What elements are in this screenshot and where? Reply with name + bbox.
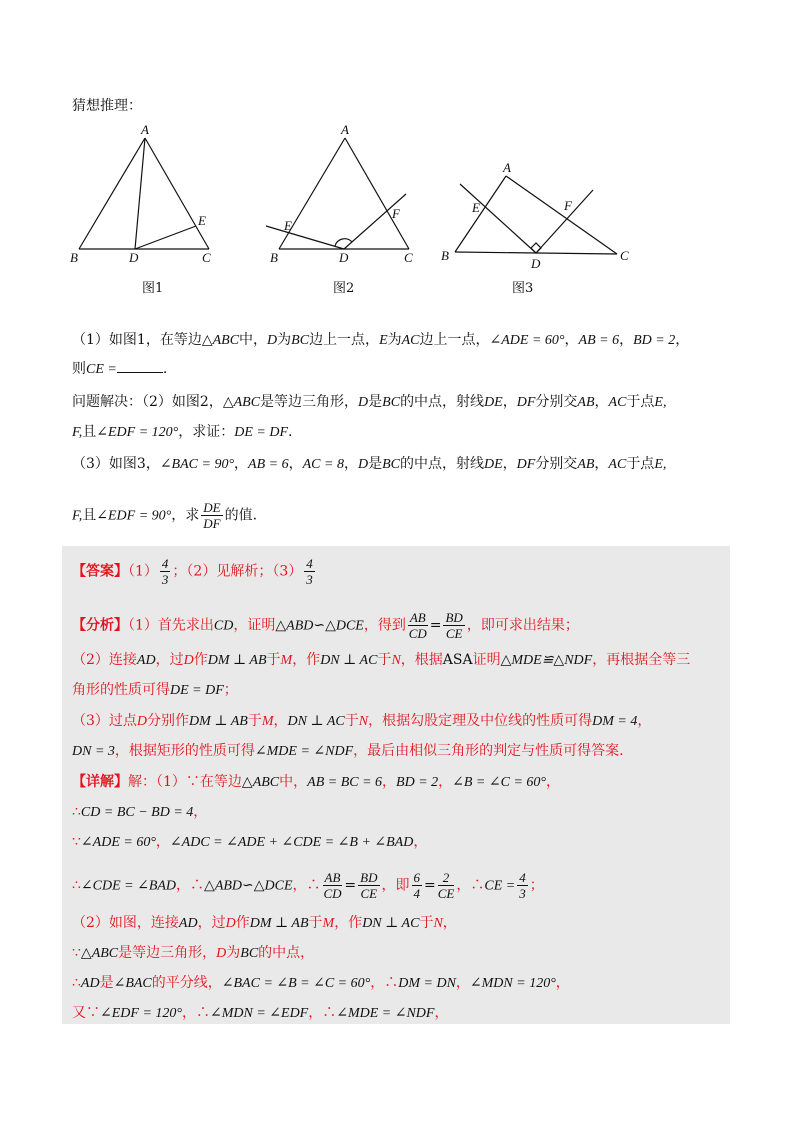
detail-line-8 [72, 1003, 448, 1024]
fig2-label-c: C [404, 250, 413, 265]
math: BD = 2 [633, 333, 676, 348]
text: （1） [128, 563, 158, 580]
math: E, [654, 457, 667, 472]
fraction-denominator: CE [437, 886, 455, 901]
text: 是 [368, 394, 383, 410]
fraction [438, 870, 455, 901]
math: N [433, 916, 443, 931]
math: D [358, 395, 369, 410]
text: 分别交 [535, 394, 578, 410]
math: BC [382, 395, 401, 410]
fraction-numerator: 4 [306, 556, 313, 571]
math: ∠BAC = 90° [159, 457, 235, 472]
fraction [412, 870, 423, 901]
text: ， [292, 877, 307, 894]
fig2-label-f: F [392, 206, 400, 221]
text: ， [456, 877, 471, 894]
text: ， [308, 1005, 323, 1021]
math: AB = BC = 6 [307, 775, 383, 790]
fraction-numerator: 4 [161, 556, 169, 571]
because-symbol: ∵ [86, 1005, 100, 1021]
math: CD = BC − BD = 4 [80, 805, 194, 820]
figure-3 [436, 150, 636, 270]
fig1-label-c: C [202, 250, 211, 265]
analysis-line-5 [72, 741, 624, 762]
text: ， [370, 975, 385, 991]
math: F, [72, 425, 83, 440]
text: （2）如图，连接 [72, 915, 179, 931]
math: BC [240, 946, 259, 961]
math: CD [213, 618, 234, 634]
math: D [225, 916, 236, 931]
math: D [183, 653, 194, 668]
detail-line-6 [72, 943, 314, 964]
fraction-de-df [201, 500, 222, 531]
text: 中， [239, 332, 268, 348]
figure-1 [66, 118, 226, 268]
therefore-symbol: ∴ [72, 975, 81, 991]
fig2-label-b: B [270, 250, 278, 265]
text: 为 [387, 332, 402, 348]
fig1-label-a: A [141, 122, 149, 137]
text: ，过 [155, 652, 184, 668]
fraction [408, 610, 428, 641]
fig3-label-f: F [564, 198, 572, 213]
math: BC [291, 333, 310, 348]
text: ； [529, 877, 544, 894]
text: 且 [82, 507, 97, 524]
math: DN ⊥ AC [320, 653, 378, 668]
text: ， [438, 774, 453, 790]
text: ，作 [334, 915, 363, 931]
detail-line-7 [72, 973, 570, 994]
math: N [391, 653, 401, 668]
fig2-label-e: E [284, 218, 292, 233]
text: ， [619, 332, 634, 348]
math: DM ⊥ AB [207, 653, 267, 668]
text: ， [343, 456, 358, 472]
text: ， [434, 1005, 449, 1021]
text: ， [594, 456, 609, 472]
math: AD [136, 653, 156, 668]
question-2-line-2 [72, 422, 292, 443]
fraction-numerator: 2 [438, 870, 455, 886]
detail-line-3 [72, 832, 427, 853]
text: （1）如图1，在等边 [72, 332, 202, 348]
figure-2-diagram [258, 118, 418, 268]
answer-blank [117, 358, 163, 373]
math: D [136, 714, 148, 729]
text: （1）首先求出 [128, 617, 214, 634]
text: 中， [279, 774, 308, 790]
text: ， [234, 456, 249, 472]
math: ∠EDF = 90° [96, 508, 172, 524]
therefore-symbol: ∴ [72, 877, 81, 894]
math: D [267, 333, 278, 348]
text: 角形的性质可得 [72, 682, 170, 698]
text: ，求证： [178, 424, 235, 440]
analysis-line-3 [72, 680, 238, 701]
text: ， [564, 332, 579, 348]
fraction-denominator: CD [323, 886, 342, 901]
text: = [424, 877, 436, 894]
question-2-line-1 [72, 392, 666, 413]
text: 解：（1）∵在等边 [128, 774, 242, 790]
text: = [429, 617, 442, 634]
fraction-numerator: AB [409, 610, 426, 625]
text: ASA [442, 652, 473, 668]
text: 为 [277, 332, 292, 348]
section-heading [72, 96, 142, 116]
therefore-symbol: ∴ [306, 877, 321, 894]
text: 于点 [626, 394, 655, 410]
detail-tag: 【详解】 [72, 774, 128, 790]
math: ∠BAC = ∠B = ∠C = 60° [221, 976, 371, 991]
text: ， [288, 456, 303, 472]
figure-1-diagram [66, 118, 226, 268]
detail-line-5 [72, 913, 457, 934]
math: CE = [86, 362, 117, 377]
text: 的中点，射线 [400, 394, 485, 410]
math: DN ⊥ AC [362, 916, 420, 931]
text: ， [176, 877, 191, 894]
fig3-label-e: E [472, 200, 480, 215]
therefore-symbol: ∴ [72, 804, 81, 820]
text: . [288, 424, 293, 440]
math: CE = [484, 878, 516, 894]
fig2-label-a: A [341, 122, 349, 137]
math: AC [608, 457, 627, 472]
text: 边上一点， [309, 332, 380, 348]
text: ，即可求出结果； [466, 617, 579, 634]
text: 的中点， [258, 945, 315, 961]
text: ，根据矩形的性质可得 [114, 743, 255, 759]
text: ， [637, 713, 652, 729]
text: ；（2）见解析；（3） [172, 563, 303, 580]
text: 于 [308, 915, 323, 931]
therefore-symbol: ∴ [322, 1005, 337, 1021]
fraction [304, 556, 315, 587]
math: △ABC [222, 395, 261, 410]
math: DM = 4 [592, 714, 638, 729]
text: ，再根据全等三 [592, 652, 691, 668]
text: 是等边三角形， [118, 945, 217, 961]
math: DE = DF [234, 425, 289, 440]
math: AD [178, 916, 198, 931]
figure-2-caption: 图2 [333, 281, 355, 296]
text: 于 [419, 915, 434, 931]
therefore-symbol: ∴ [384, 975, 399, 991]
math: ∠ADC = ∠ADE + ∠CDE = ∠B + ∠BAD [169, 835, 414, 850]
math: ∠MDE = ∠NDF [336, 1006, 435, 1021]
fraction [517, 870, 528, 901]
text: 于 [377, 652, 392, 668]
fraction [160, 556, 171, 587]
fraction-denominator: CD [408, 626, 427, 641]
math: AB = 6 [248, 457, 289, 472]
text: 作 [235, 915, 250, 931]
text: ，求 [171, 507, 200, 524]
fraction-numerator: DE [203, 500, 221, 515]
analysis-line-2 [72, 650, 690, 671]
text: ，证明 [233, 617, 276, 634]
question-3-line-2 [72, 500, 257, 531]
text: 于 [247, 713, 262, 729]
detail-line-2 [72, 802, 207, 823]
text: ， [502, 394, 517, 410]
text: = [344, 877, 357, 894]
text: ， [273, 713, 288, 729]
text: ， [502, 456, 517, 472]
math: BD = 2 [396, 775, 439, 790]
text: ， [555, 975, 570, 991]
figure-2 [258, 118, 418, 268]
math: M [322, 916, 335, 931]
because-symbol: ∵ [72, 834, 81, 850]
text: 的平分线， [151, 975, 222, 991]
math: AC [401, 333, 420, 348]
math: △ABC [201, 333, 240, 348]
math: DE [484, 395, 503, 410]
question-1-line-1 [72, 330, 689, 351]
math: ∠BAC [113, 976, 152, 991]
fraction [323, 870, 343, 901]
math: DM = DN [398, 976, 456, 991]
text: ， [545, 774, 560, 790]
math: N [358, 714, 369, 729]
math: ∠MDN = ∠EDF [210, 1006, 309, 1021]
text: ， [382, 774, 397, 790]
math: ∠MDE = ∠NDF [254, 744, 354, 759]
text: 的中点，射线 [399, 456, 484, 472]
math: D [216, 946, 227, 961]
math: ∠B = ∠C = 60° [452, 775, 546, 790]
text: ， [455, 975, 470, 991]
text: ， [193, 804, 208, 820]
fraction-denominator: DF [203, 516, 221, 531]
text: （2）连接 [72, 652, 137, 668]
math: DE [483, 457, 503, 472]
fraction-numerator: AB [324, 870, 341, 885]
text: 于 [344, 713, 359, 729]
fig3-label-d: D [531, 256, 541, 270]
math: AB [577, 457, 595, 472]
fig3-label-b: B [441, 248, 449, 263]
text: 边上一点， [419, 332, 490, 348]
fraction-denominator: 3 [161, 572, 169, 587]
answer-line [72, 556, 317, 587]
detail-line-4 [72, 870, 544, 901]
math: ∠ADE = 60° [489, 333, 565, 348]
math: ∠ADE = 60° [80, 835, 156, 850]
figure-1-caption: 图1 [142, 281, 164, 296]
text: 分别作 [147, 713, 190, 729]
text: 又 [72, 1005, 86, 1021]
math: △ABC [241, 775, 280, 790]
math: D [357, 457, 369, 472]
math: ∠EDF = 120° [100, 1006, 182, 1021]
text: 问题解决：（2）如图2， [72, 394, 223, 410]
figure-3-caption: 图3 [512, 281, 534, 296]
math: AC = 8 [302, 457, 344, 472]
math: AC [608, 395, 627, 410]
question-3-line-1 [72, 454, 666, 475]
fig3-label-c: C [620, 248, 629, 263]
text: （3）如图3， [72, 456, 160, 472]
therefore-symbol: ∴ [190, 877, 205, 894]
text: ， [594, 394, 609, 410]
math: AD [80, 976, 100, 991]
text: ，作 [292, 652, 321, 668]
text: （3）过点 [72, 713, 137, 729]
text: ， [413, 834, 428, 850]
fraction-numerator: BD [360, 870, 378, 885]
fraction-numerator: 4 [519, 870, 526, 885]
math: E [379, 333, 388, 348]
heading-text: 猜想推理： [72, 98, 142, 114]
text: ， [182, 1005, 196, 1021]
text: ，即 [381, 877, 410, 894]
fraction-denominator: 4 [413, 886, 420, 901]
figure-3-diagram [436, 150, 636, 270]
math: △ABD∽△DCE [275, 618, 364, 634]
math: △ABC [80, 946, 119, 961]
fraction-denominator: 3 [306, 572, 313, 587]
math: DN = 3 [72, 744, 115, 759]
math: BC [382, 457, 400, 472]
text: ， [442, 915, 457, 931]
fig1-label-b: B [70, 250, 78, 265]
analysis-line-4 [72, 711, 651, 732]
text: 是 [368, 456, 383, 472]
because-symbol: ∵ [72, 945, 81, 961]
text: 证明 [472, 652, 501, 668]
therefore-symbol: ∴ [196, 1005, 210, 1021]
fraction-denominator: CE [360, 886, 378, 901]
math: DF [516, 457, 536, 472]
question-1-line-2 [72, 358, 167, 380]
math: M [261, 714, 274, 729]
math: ∠EDF = 120° [96, 425, 179, 440]
math: △MDE≌△NDF [500, 653, 593, 668]
math: ∠CDE = ∠BAD [80, 878, 177, 894]
detail-line-1 [72, 772, 560, 793]
text: 则 [72, 361, 86, 377]
text: ，过 [197, 915, 226, 931]
math: AB [577, 395, 595, 410]
text: 的值. [224, 507, 258, 524]
math: E, [654, 395, 667, 410]
fig1-label-e: E [198, 213, 206, 228]
fig3-label-a: A [503, 160, 511, 175]
math: DM ⊥ AB [189, 714, 248, 729]
math: M [280, 653, 293, 668]
fig1-label-d: D [129, 250, 139, 265]
text: 是等边三角形， [260, 394, 359, 410]
math: AB = 6 [578, 333, 620, 348]
fraction-numerator: 6 [413, 870, 420, 885]
math: DE = DF [170, 683, 224, 698]
therefore-symbol: ∴ [470, 877, 485, 894]
math: △ABD∽△DCE [204, 878, 293, 894]
fraction-denominator: CE [445, 626, 463, 641]
math: DM ⊥ AB [249, 916, 309, 931]
analysis-line-1 [72, 610, 579, 641]
text: ， [675, 332, 690, 348]
fraction-denominator: 3 [519, 886, 526, 901]
text: ， [155, 834, 170, 850]
math: F, [72, 508, 83, 524]
text: 分别交 [535, 456, 578, 472]
fraction [443, 610, 464, 641]
analysis-tag: 【分析】 [72, 617, 128, 634]
text: 作 [193, 652, 208, 668]
text: ，根据勾股定理及中位线的性质可得 [368, 713, 593, 729]
text: ，根据 [400, 652, 443, 668]
math: ∠MDN = 120° [469, 976, 556, 991]
fraction [358, 870, 379, 901]
text: 是 [99, 975, 114, 991]
text: 于 [266, 652, 281, 668]
fig2-label-d: D [339, 250, 349, 265]
answer-tag: 【答案】 [72, 563, 128, 580]
text: . [162, 361, 168, 377]
math: DN ⊥ AC [287, 714, 345, 729]
fraction-numerator: BD [445, 610, 463, 625]
text: 且 [82, 424, 97, 440]
text: 为 [226, 945, 241, 961]
math: DF [516, 395, 536, 410]
text: ，最后由相似三角形的判定与性质可得答案. [353, 743, 624, 759]
text: 于点 [626, 456, 655, 472]
text: ； [223, 682, 238, 698]
text: ，得到 [363, 617, 406, 634]
